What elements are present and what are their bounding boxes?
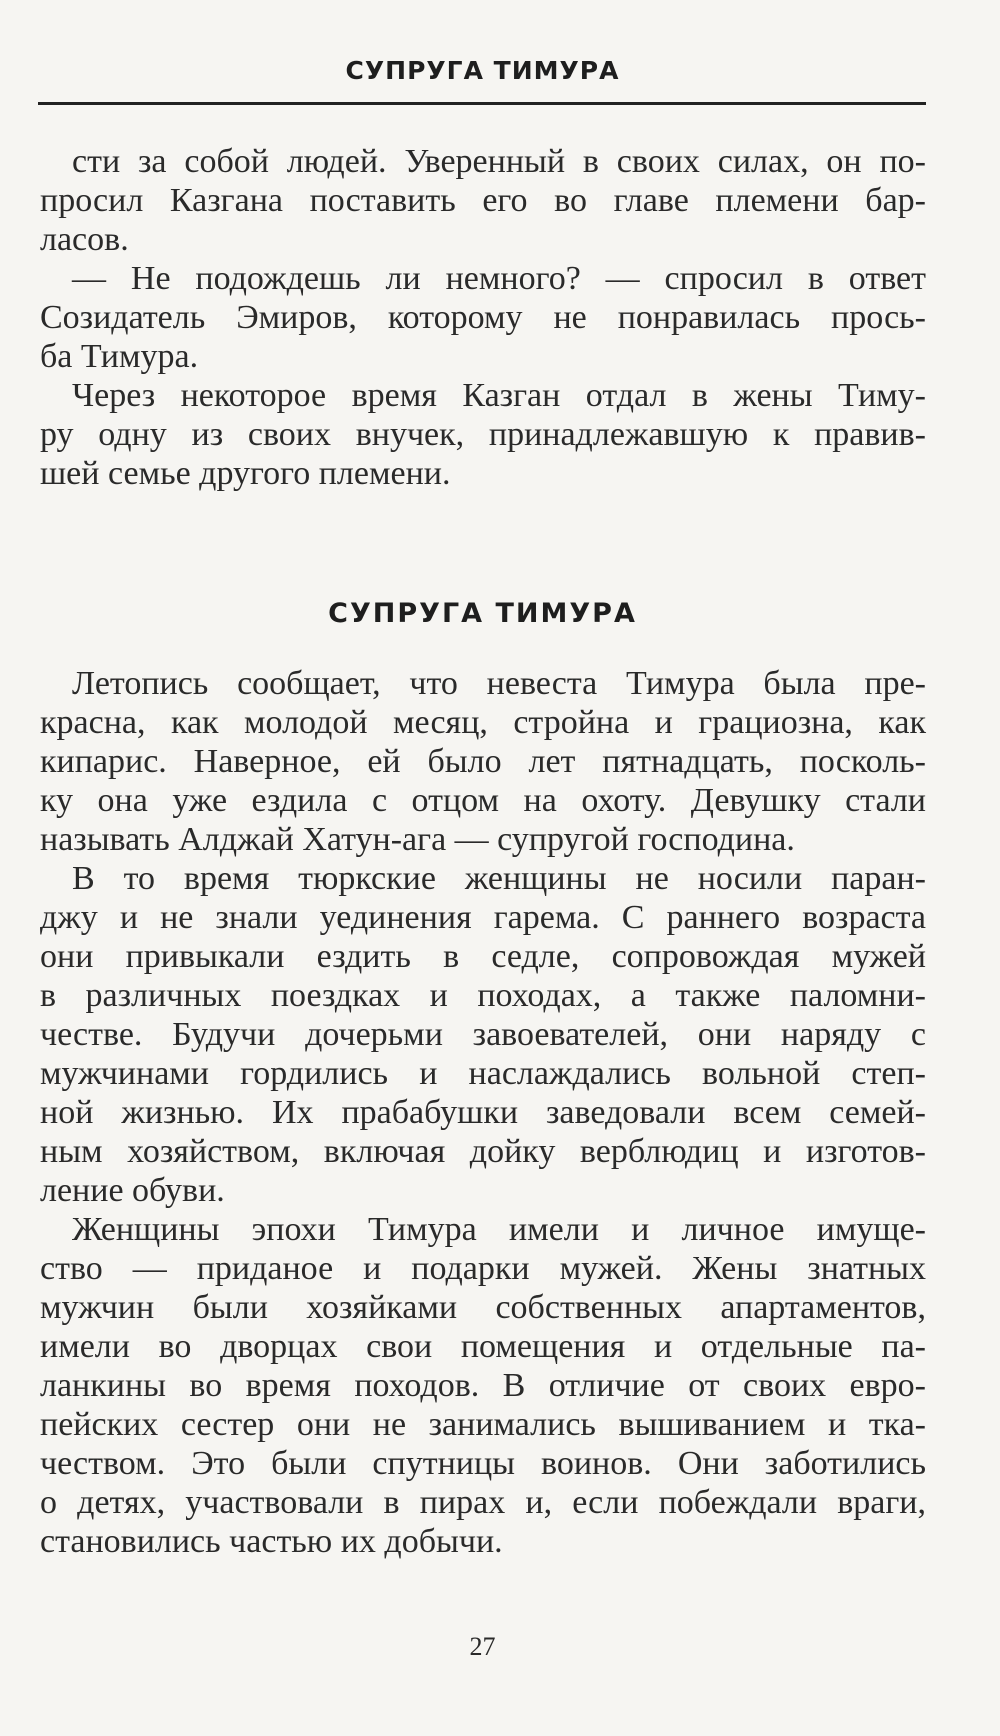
text-line: Летопись сообщает, что невеста Тимура была пре- [72,665,926,702]
text-line: кипарис. Наверное, ей было лет пятнадцать, посколь- [40,743,926,780]
text-line: Созидатель Эмиров, которому не понравилась прось- [40,299,926,336]
paragraph [40,664,926,859]
text-line: В то время тюркские женщины не носили паран- [72,860,926,897]
running-head: СУПРУГА ТИМУРА [345,56,620,85]
text-line: Женщины эпохи Тимура имели и личное имуще- [72,1211,926,1248]
page-number: 27 [469,1632,496,1661]
text-line: чеством. Это были спутницы воинов. Они заботились [40,1445,926,1482]
text-line: Через некоторое время Казган отдал в жены Тиму- [72,377,926,414]
paragraph [40,376,926,493]
text-line: ной жизнью. Их прабабушки заведовали всем семей- [40,1094,926,1131]
text-line: ление обуви. [40,1172,225,1209]
body-text-bottom [40,664,926,1561]
paragraph [40,259,926,376]
text-line: ство — приданое и подарки мужей. Жены знатных [40,1250,926,1287]
text-line: — Не подождешь ли немного? — спросил в ответ [72,260,926,297]
text-line: мужчинами гордились и наслаждались вольной степ- [40,1055,926,1092]
text-line: о детях, участвовали в пирах и, если побеждали враги, [40,1484,926,1521]
text-line: пейских сестер они не занимались вышиванием и тка- [40,1406,926,1443]
paragraph [40,142,926,259]
text-line: джу и не знали уединения гарема. С раннего возраста [40,899,926,936]
text-line: красна, как молодой месяц, стройна и грациозна, как [40,704,926,741]
text-line: сти за собой людей. Уверенный в своих силах, он по- [72,143,926,180]
text-line: шей семье другого племени. [40,455,451,492]
text-line: ку она уже ездила с отцом на охоту. Девушку стали [40,782,926,819]
header-rule [38,102,926,105]
text-line: ным хозяйством, включая дойку верблюдиц и изготов- [40,1133,926,1170]
paragraph [40,1210,926,1561]
text-line: становились частью их добычи. [40,1523,503,1560]
text-line: ланкины во время походов. В отличие от своих евро- [40,1367,926,1404]
section-title: СУПРУГА ТИМУРА [328,598,637,629]
text-line: называть Алджай Хатун-ага — супругой господина. [40,821,795,858]
text-line: имели во дворцах свои помещения и отдельные па- [40,1328,926,1365]
text-line: мужчин были хозяйками собственных апартаментов, [40,1289,926,1326]
text-line: ру одну из своих внучек, принадлежавшую к правив- [40,416,926,453]
text-line: они привыкали ездить в седле, сопровождая мужей [40,938,926,975]
paragraph [40,859,926,1210]
text-line: просил Казгана поставить его во главе племени бар- [40,182,926,219]
text-line: честве. Будучи дочерьми завоевателей, они наряду с [40,1016,926,1053]
text-line: в различных поездках и походах, а также паломни- [40,977,926,1014]
text-line: ласов. [40,221,129,258]
text-line: ба Тимура. [40,338,199,375]
body-text-top [40,142,926,493]
